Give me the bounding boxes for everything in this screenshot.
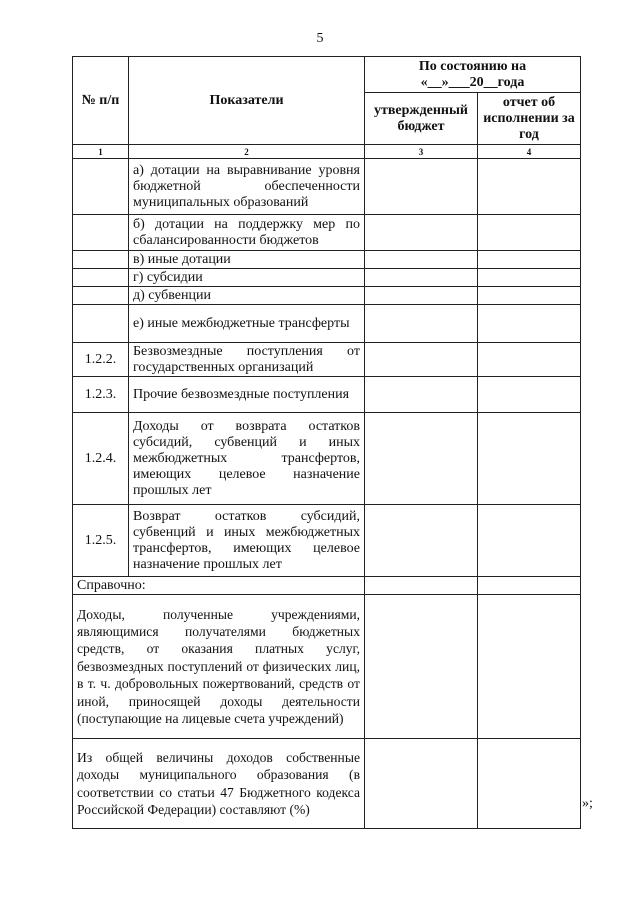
row-indicator: Безвозмездные поступления от государственных организаций: [129, 343, 365, 377]
execution-report-cell: [478, 343, 581, 377]
table-row: [73, 377, 581, 413]
approved-budget-cell: [365, 305, 478, 343]
table-row: [73, 215, 581, 251]
own-income-text: Из общей величины доходов собственные доходы муниципального образования (в соответствии со статьи 47 Бюджетного кодекса Российской Федерации) составляют (%): [73, 739, 365, 829]
header-approved-budget: утвержденный бюджет: [365, 93, 478, 145]
row-number: [73, 269, 129, 287]
execution-report-cell: [478, 577, 581, 595]
execution-report-cell: [478, 413, 581, 505]
approved-budget-cell: [365, 251, 478, 269]
table-row: [73, 251, 581, 269]
table-row: [73, 413, 581, 505]
approved-budget-cell: [365, 269, 478, 287]
row-number: [73, 215, 129, 251]
execution-report-cell: [478, 305, 581, 343]
approved-budget-cell: [365, 215, 478, 251]
closing-quote-mark: »;: [582, 796, 593, 811]
row-indicator: г) субсидии: [129, 269, 365, 287]
own-income-row: [73, 739, 581, 829]
row-indicator: в) иные дотации: [129, 251, 365, 269]
row-indicator: Доходы от возврата остатков субсидий, субвенций и иных межбюджетных трансфертов, имеющих целевое назначение прошлых лет: [129, 413, 365, 505]
approved-budget-cell: [365, 577, 478, 595]
row-indicator: е) иные межбюджетные трансферты: [129, 305, 365, 343]
table-row: [73, 269, 581, 287]
execution-report-cell: [478, 505, 581, 577]
column-number: 1: [73, 145, 129, 159]
approved-budget-cell: [365, 377, 478, 413]
execution-report-cell: [478, 739, 581, 829]
row-number: 1.2.3.: [73, 377, 129, 413]
header-indicators: Показатели: [129, 57, 365, 145]
reference-row: [73, 577, 581, 595]
approved-budget-cell: [365, 413, 478, 505]
approved-budget-cell: [365, 287, 478, 305]
table-row: [73, 287, 581, 305]
reference-label: Справочно:: [73, 577, 365, 595]
column-number: 3: [365, 145, 478, 159]
reference-income-text: Доходы, полученные учреждениями, являющимися получателями бюджетных средств, от оказания платных услуг, безвозмездных поступлений от физических лиц, в т. ч. добровольных пожертвований, средств от иной, приносящей доходы деятельности (поступающие на лицевые счета учреждений): [73, 595, 365, 739]
row-indicator: Прочие безвозмездные поступления: [129, 377, 365, 413]
page-number: 5: [316, 31, 324, 46]
column-number: 4: [478, 145, 581, 159]
approved-budget-cell: [365, 343, 478, 377]
row-indicator: д) субвенции: [129, 287, 365, 305]
row-number: [73, 159, 129, 215]
row-number: 1.2.4.: [73, 413, 129, 505]
approved-budget-cell: [365, 595, 478, 739]
row-number: 1.2.5.: [73, 505, 129, 577]
table-row: [73, 159, 581, 215]
table-row: [73, 305, 581, 343]
table-row: [73, 505, 581, 577]
row-number: 1.2.2.: [73, 343, 129, 377]
approved-budget-cell: [365, 505, 478, 577]
row-number: [73, 251, 129, 269]
row-number: [73, 287, 129, 305]
row-indicator: а) дотации на выравнивание уровня бюджетной обеспеченности муниципальных образований: [129, 159, 365, 215]
row-number: [73, 305, 129, 343]
execution-report-cell: [478, 287, 581, 305]
row-indicator: б) дотации на поддержку мер по сбалансированности бюджетов: [129, 215, 365, 251]
row-indicator: Возврат остатков субсидий, субвенций и иных межбюджетных трансфертов, имеющих целевое назначение прошлых лет: [129, 505, 365, 577]
approved-budget-cell: [365, 739, 478, 829]
reference-income-row: [73, 595, 581, 739]
execution-report-cell: [478, 159, 581, 215]
header-execution-report: отчет об исполнении за год: [478, 93, 581, 145]
execution-report-cell: [478, 377, 581, 413]
header-num: № п/п: [73, 57, 129, 145]
execution-report-cell: [478, 269, 581, 287]
table-row: [73, 343, 581, 377]
approved-budget-cell: [365, 159, 478, 215]
column-number: 2: [129, 145, 365, 159]
execution-report-cell: [478, 595, 581, 739]
execution-report-cell: [478, 251, 581, 269]
header-state-date: По состоянию на «__»___20__года: [365, 57, 581, 93]
execution-report-cell: [478, 215, 581, 251]
indicators-table: [72, 56, 581, 829]
